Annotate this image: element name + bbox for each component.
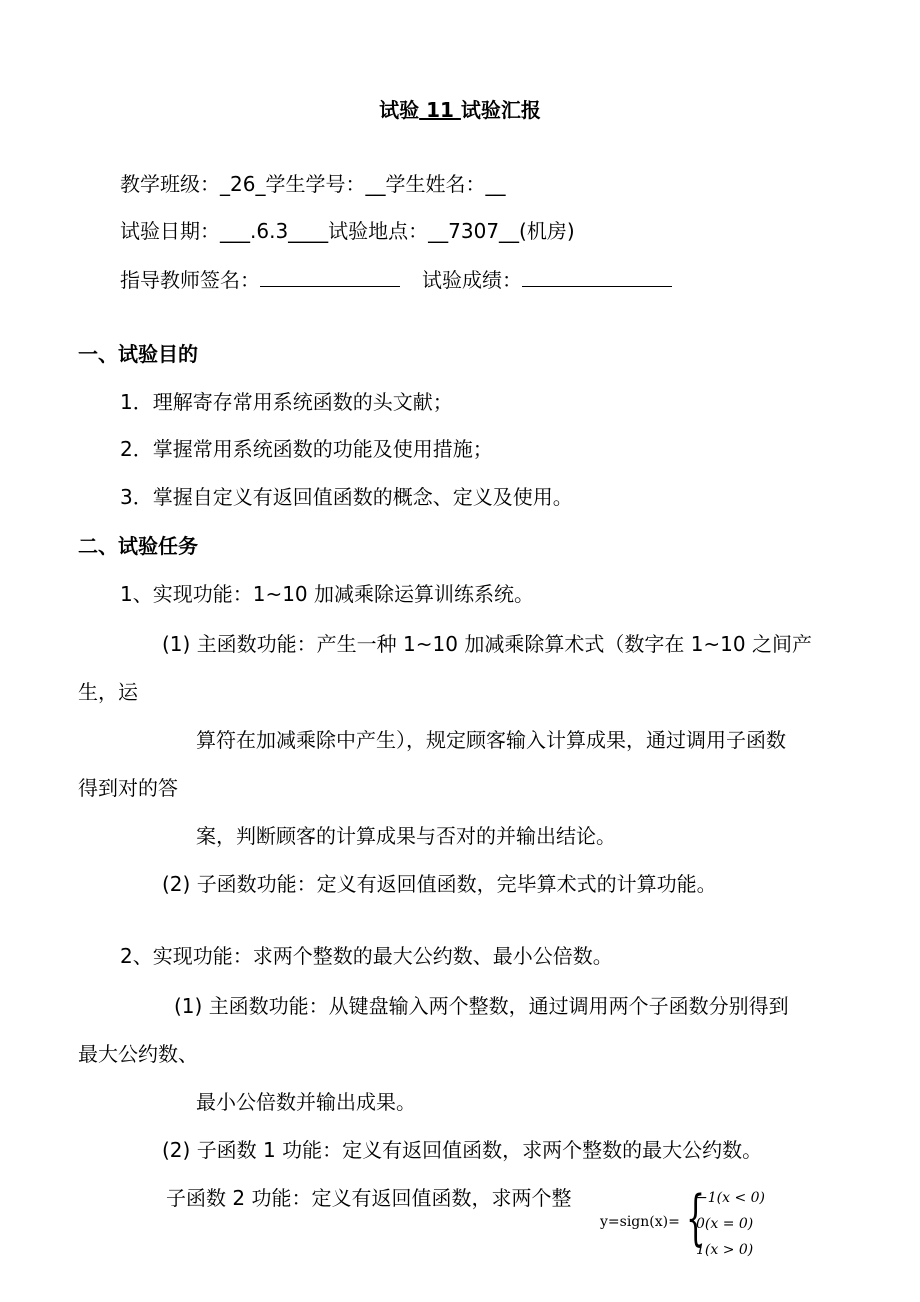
task1-sub1-line4: 得到对的答: [78, 776, 178, 800]
task2-sub2-line2: 子函数 2 功能：定义有返回值函数，求两个整: [166, 1186, 572, 1210]
report-title: [0, 96, 920, 124]
task1-title: 1、实现功能：1~10 加减乘除运算训练系统。: [120, 582, 535, 606]
title-suffix: 试验汇报: [460, 98, 541, 122]
section1-item-2: 2．掌握常用系统函数的功能及使用措施；: [120, 437, 493, 461]
task2-title: 2、实现功能：求两个整数的最大公约数、最小公倍数。: [120, 944, 613, 968]
section2-heading: 二、试验任务: [78, 534, 198, 558]
sign-function-formula: [600, 1182, 780, 1262]
title-number: 11: [419, 98, 461, 122]
section1-heading: 一、试验目的: [78, 342, 198, 366]
task1-sub1-line3: 算符在加减乘除中产生），规定顾客输入计算成果，通过调用子函数: [196, 728, 786, 752]
task2-sub1-line1: (1) 主函数功能：从键盘输入两个整数，通过调用两个子函数分别得到: [174, 994, 789, 1018]
info-signature-line: [120, 266, 672, 294]
task2-sub1-line2: 最大公约数、: [78, 1042, 198, 1066]
formula-case-zero: 0(x = 0): [696, 1216, 754, 1232]
task1-sub1-line5: 案，判断顾客的计算成果与否对的并输出结论。: [196, 824, 616, 848]
task1-sub1-line1: (1) 主函数功能：产生一种 1~10 加减乘除算术式（数字在 1~10 之间产: [162, 632, 812, 656]
supervisor-label: 指导教师签名：: [120, 268, 260, 292]
section1-item-1: 1．理解寄存常用系统函数的头文献；: [120, 390, 453, 414]
formula-lhs: y=sign(x)=: [600, 1214, 680, 1230]
info-class-line: 教学班级：_26_学生学号：__学生姓名：__: [120, 172, 506, 196]
task2-sub1-line3: 最小公倍数并输出成果。: [196, 1090, 416, 1114]
score-blank: [522, 266, 672, 287]
task1-sub2: (2) 子函数功能：定义有返回值函数，完毕算术式的计算功能。: [162, 872, 717, 896]
task2-sub2-line1: (2) 子函数 1 功能：定义有返回值函数，求两个整数的最大公约数。: [162, 1138, 763, 1162]
task1-sub1-line2: 生，运: [78, 680, 138, 704]
supervisor-blank: [260, 266, 400, 287]
formula-case-negative: −1(x < 0): [696, 1190, 765, 1206]
score-label: 试验成绩：: [422, 268, 522, 292]
section1-item-3: 3．掌握自定义有返回值函数的概念、定义及使用。: [120, 485, 573, 509]
formula-case-positive: 1(x > 0): [696, 1242, 754, 1258]
info-date-line: 试验日期：___.6.3____试验地点：__7307__(机房): [120, 219, 575, 243]
formula-brace: {: [686, 1183, 706, 1253]
title-prefix: 试验: [379, 98, 420, 122]
